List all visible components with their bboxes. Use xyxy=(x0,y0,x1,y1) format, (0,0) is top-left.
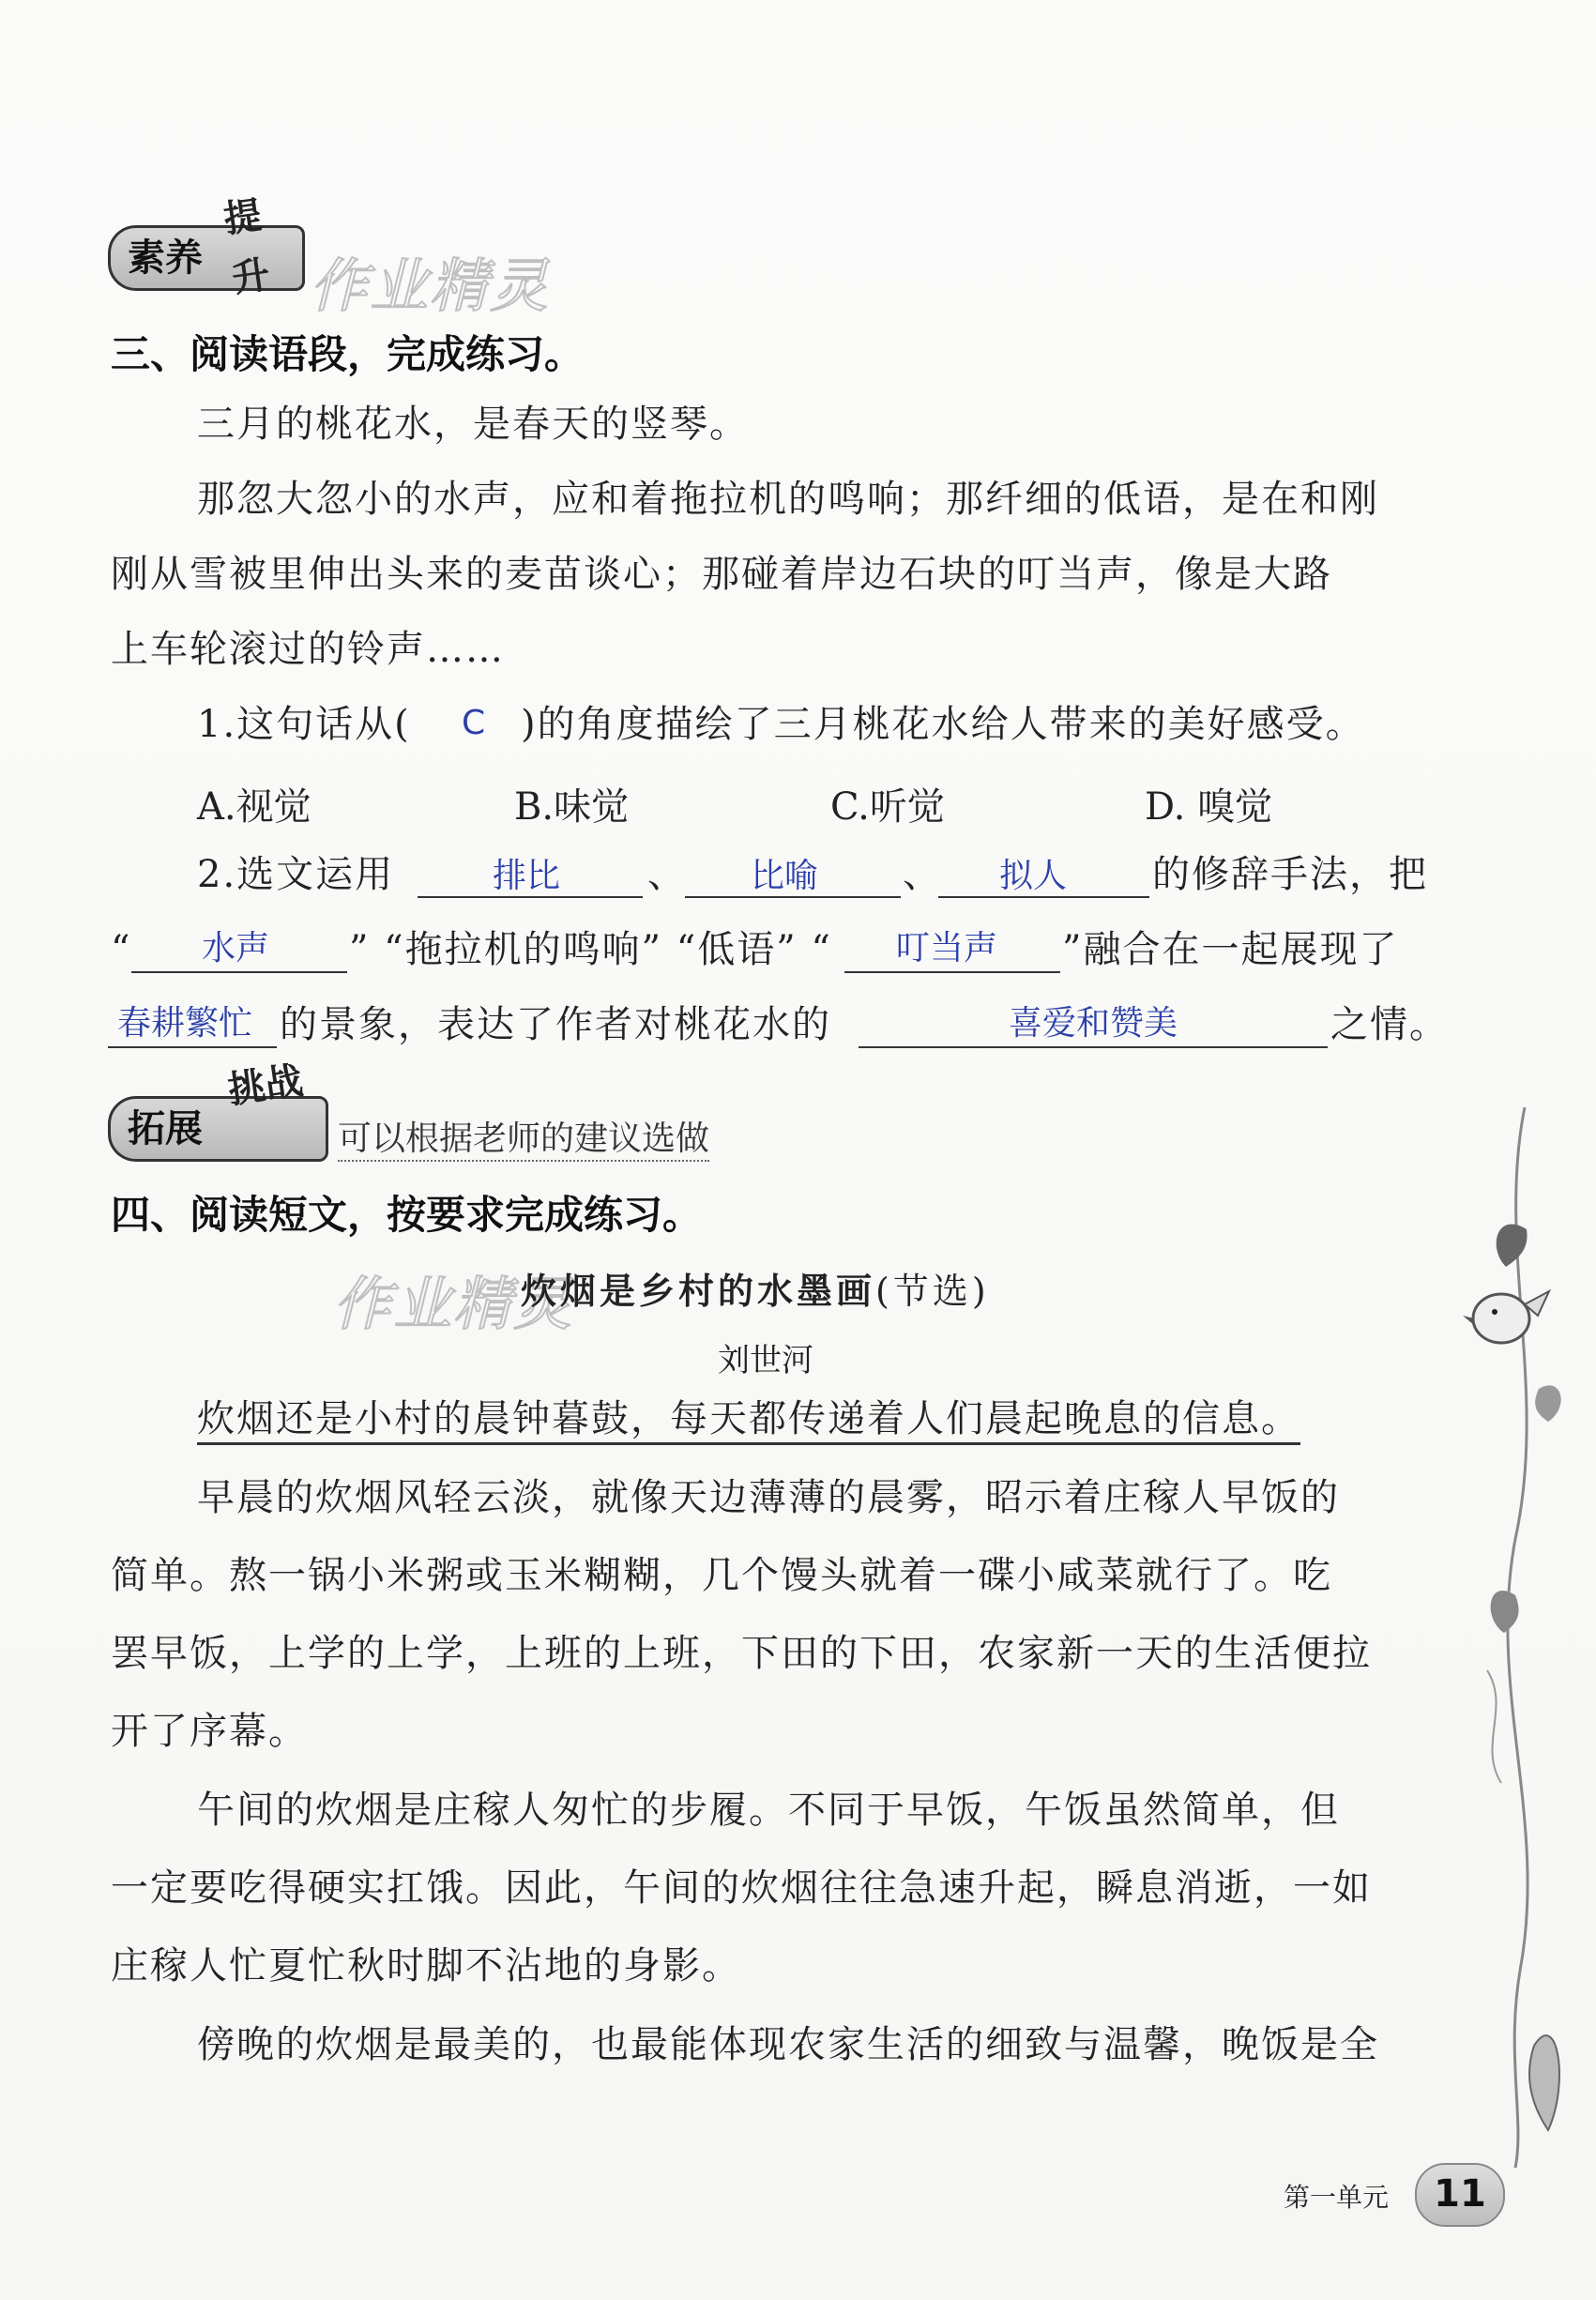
paragraph-line: 傍晚的炊烟是最美的，也最能体现农家生活的细致与温馨，晚饭是全 xyxy=(197,2023,1379,2066)
answer-sound-1: 水声 xyxy=(202,929,270,967)
section-badge-suyang xyxy=(108,193,305,301)
question-2-line3-suffix: 之情。 xyxy=(1330,1003,1449,1046)
answer-sound-2: 叮当声 xyxy=(896,929,998,967)
badge-main-text: 素养 xyxy=(128,236,203,280)
question-1-answer: C xyxy=(462,704,486,742)
section-3-heading: 三、阅读语段，完成练习。 xyxy=(111,331,585,377)
paragraph-line: 午间的炊烟是庄稼人匆忙的步履。不同于早饭，午饭虽然简单，但 xyxy=(197,1789,1340,1832)
separator: 、 xyxy=(647,853,687,896)
question-2-suffix: 的修辞手法，把 xyxy=(1152,853,1428,896)
title-note: (节选) xyxy=(875,1271,990,1312)
answer-blank xyxy=(844,971,1060,973)
answer-emotion: 喜爱和赞美 xyxy=(1009,1004,1178,1043)
option-d: D. 嗅觉 xyxy=(1145,785,1273,829)
section-badge-tuozhan xyxy=(108,1059,328,1162)
decorative-vine-illustration xyxy=(1459,1107,1581,2168)
question-2-line3-middle: 的景象，表达了作者对桃花水的 xyxy=(280,1003,831,1046)
article-author: 刘世河 xyxy=(718,1342,813,1379)
badge-sup-text: 挑战 xyxy=(225,1059,306,1113)
option-a: A.视觉 xyxy=(197,785,312,829)
paragraph-line: 上车轮滚过的铃声…… xyxy=(111,628,505,671)
answer-scene: 春耕繁忙 xyxy=(117,1004,253,1043)
badge-main-text: 拓展 xyxy=(128,1107,203,1150)
watermark: 作业精灵 xyxy=(333,1270,574,1338)
answer-blank xyxy=(108,1046,277,1048)
page-number: 11 xyxy=(1415,2163,1505,2227)
question-1-prefix: 1.这句话从( xyxy=(197,703,411,746)
badge-sup-text: 提升 xyxy=(220,193,273,301)
question-2-line2-suffix: ”融合在一起展现了 xyxy=(1062,928,1399,971)
paragraph-line: 三月的桃花水，是春天的竖琴。 xyxy=(197,403,749,446)
underlined-sentence: 炊烟还是小村的晨钟暮鼓，每天都传递着人们晨起晚息的信息。 xyxy=(197,1396,1300,1441)
paragraph-line: 一定要吃得硬实扛饿。因此，午间的炊烟往往急速升起，瞬息消逝，一如 xyxy=(111,1866,1372,1910)
paragraph-line: 庄稼人忙夏忙秋时脚不沾地的身影。 xyxy=(111,1944,741,1988)
question-2-prefix: 2.选文运用 xyxy=(197,853,395,896)
watermark: 作业精灵 xyxy=(310,251,551,320)
answer-blank xyxy=(131,971,347,973)
question-1-suffix: )的角度描绘了三月桃花水给人带来的美好感受。 xyxy=(521,703,1365,746)
optional-note: 可以根据老师的建议选做 xyxy=(338,1112,709,1162)
question-2-middle: ” “拖拉机的鸣响” “低语” “ xyxy=(349,928,832,971)
paragraph-line: 简单。熬一锅小米粥或玉米糊糊，几个馒头就着一碟小咸菜就行了。吃 xyxy=(111,1554,1332,1597)
paragraph-line: 罢早饭，上学的上学，上班的上班，下田的下田，农家新一天的生活便拉 xyxy=(111,1632,1372,1675)
quote-open: “ xyxy=(111,928,132,971)
answer-rhetoric-3: 拟人 xyxy=(999,857,1068,895)
paragraph-line: 那忽大忽小的水声，应和着拖拉机的鸣响；那纤细的低语，是在和刚 xyxy=(197,478,1379,521)
option-c: C.听觉 xyxy=(830,785,945,829)
paragraph-line: 刚从雪被里伸出头来的麦苗谈心；那碰着岸边石块的叮当声，像是大路 xyxy=(111,553,1332,596)
separator: 、 xyxy=(903,853,942,896)
answer-rhetoric-2: 比喻 xyxy=(751,857,819,895)
bird-icon xyxy=(1473,1294,1529,1343)
paragraph-line: 开了序幕。 xyxy=(111,1710,308,1753)
answer-blank xyxy=(859,1046,1328,1048)
section-4-heading: 四、阅读短文，按要求完成练习。 xyxy=(111,1192,703,1238)
option-b: B.味觉 xyxy=(514,785,630,829)
unit-label: 第一单元 xyxy=(1284,2182,1390,2213)
article-title: 炊烟是乡村的水墨画(节选) xyxy=(521,1270,990,1312)
paragraph-line: 早晨的炊烟风轻云淡，就像天边薄薄的晨雾，昭示着庄稼人早饭的 xyxy=(197,1476,1340,1519)
answer-rhetoric-1: 排比 xyxy=(493,857,561,895)
